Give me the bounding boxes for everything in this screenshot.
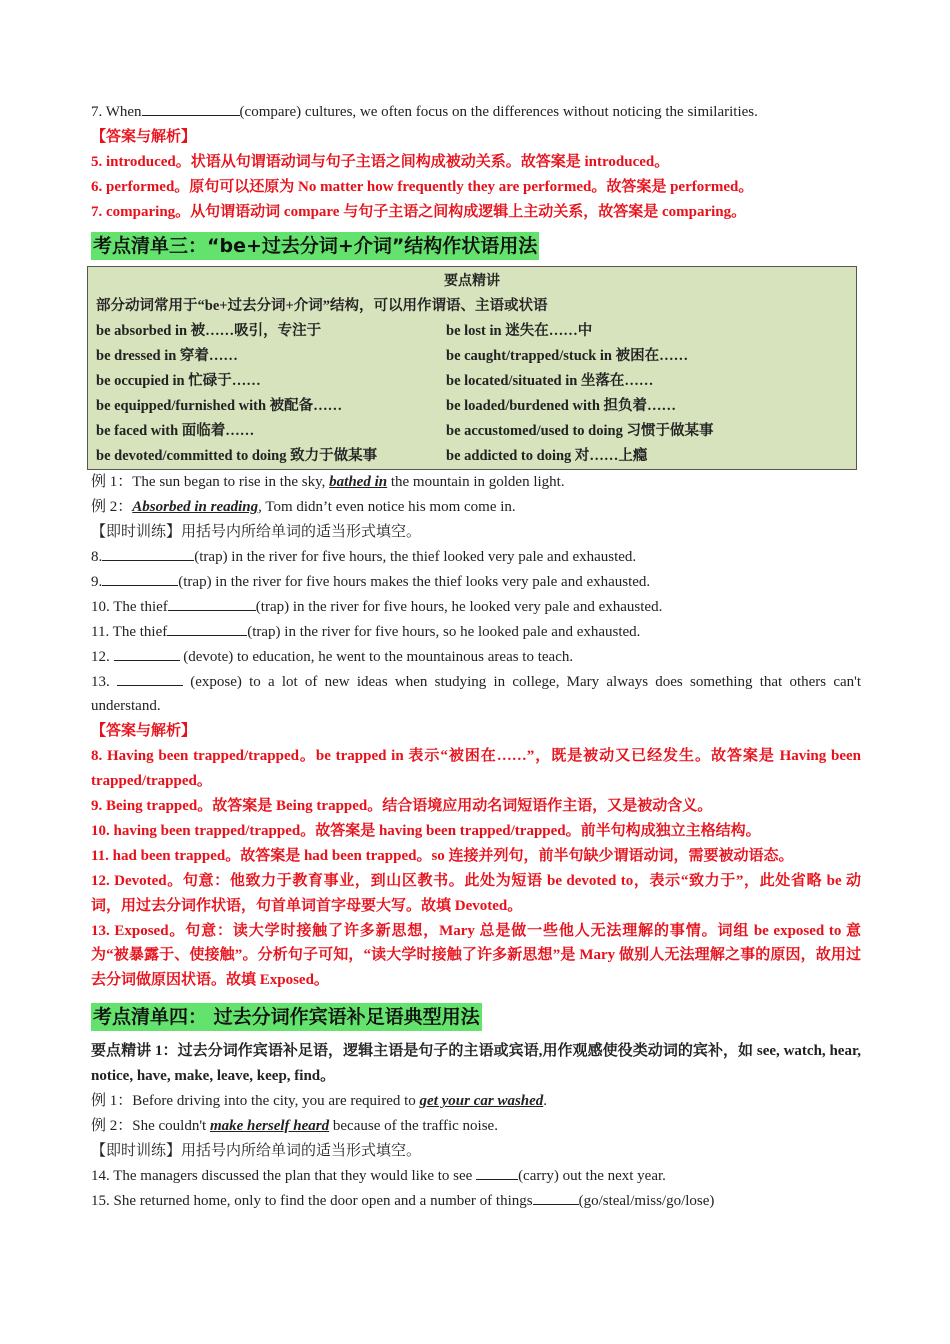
example-2: 例 2：Absorbed in reading, Tom didn’t even notice his mom come in. xyxy=(91,499,516,516)
question-12: 12. (devote) to education, he went to the mountainous areas to teach. xyxy=(91,645,861,670)
document-page xyxy=(91,100,861,1214)
question-15: 15. She returned home, only to find the door open and a number of things (go/steal/miss/go/lose) xyxy=(91,1189,861,1214)
example-3: 例 1：Before driving into the city, you are required to get your car washed. xyxy=(91,1093,548,1110)
answer-blank[interactable] xyxy=(102,570,178,586)
answer-13: 13. Exposed。句意：读大学时接触了许多新思想，Mary 总是做一些他人无法理解的事情。词组 be exposed to 意为“被暴露于、使接触”。分析句子可知，“读大学时接触了许多新思想”是 Mary 做别人无法理解之事的原因，故用过去分词做原因状语。故填 Exposed。 xyxy=(91,922,861,989)
answer-10: 10. having been trapped/trapped。故答案是 having been trapped/trapped。前半句构成独立主格结构。 xyxy=(91,822,761,839)
question-11: 11. The thief (trap) in the river for five hours, so he looked pale and exhausted. xyxy=(91,620,861,645)
example-1: 例 1：The sun began to rise in the sky, bathed in the mountain in golden light. xyxy=(91,474,565,491)
key-point-1: 要点精讲 1：过去分词作宾语补足语，逻辑主语是句子的主语或宾语,用作观感使役类动词的宾补，如 see, watch, hear, notice, have, make, leave, keep, find。 xyxy=(91,1043,861,1085)
practice-instruction: 【即时训练】用括号内所给单词的适当形式填空。 xyxy=(91,524,422,541)
answer-12: 12. Devoted。句意：他致力于教育事业，到山区教书。此处为短语 be devoted to，表示“致力于”，此处省略 be 动词，用过去分词作状语，句首单词首字母要大写。故填 Devoted。 xyxy=(91,872,861,914)
answer-blank[interactable] xyxy=(102,545,194,561)
question-7: 7. When (compare) cultures, we often focus on the differences without noticing the similarities. xyxy=(91,100,861,125)
answer-9: 9. Being trapped。故答案是 Being trapped。结合语境应用动名词短语作主语，又是被动含义。 xyxy=(91,798,713,815)
phrase-row: be faced with 面临着…… be accustomed/used to doing 习惯于做某事 xyxy=(96,423,714,440)
question-9: 9. (trap) in the river for five hours makes the thief looks very pale and exhausted. xyxy=(91,570,861,595)
answer-blank[interactable] xyxy=(167,620,247,636)
question-10: 10. The thief (trap) in the river for five hours, he looked very pale and exhausted. xyxy=(91,595,861,620)
answer-blank[interactable] xyxy=(168,595,256,611)
section-4-heading-row xyxy=(91,999,861,1035)
box-intro: 部分动词常用于“be+过去分词+介词”结构，可以用作谓语、主语或状语 xyxy=(96,298,548,315)
phrase-row: be absorbed in 被……吸引，专注于 be lost in 迷失在……中 xyxy=(96,323,593,340)
answer-6: 6. performed。原句可以还原为 No matter how frequently they are performed。故答案是 performed。 xyxy=(91,178,754,195)
phrase-row: be occupied in 忙碌于…… be located/situated in 坐落在…… xyxy=(96,373,654,390)
phrase-row: be dressed in 穿着…… be caught/trapped/stuck in 被困在…… xyxy=(96,348,689,365)
question-8: 8. (trap) in the river for five hours, the thief looked very pale and exhausted. xyxy=(91,545,861,570)
answer-5: 5. introduced。状语从句谓语动词与句子主语之间构成被动关系。故答案是 introduced。 xyxy=(91,153,670,170)
section-4-title: 考点清单四： 过去分词作宾语补足语典型用法 xyxy=(91,1003,482,1031)
box-title: 要点精讲 xyxy=(444,274,500,290)
answer-tag: 【答案与解析】 xyxy=(91,723,197,740)
question-14: 14. The managers discussed the plan that they would like to see (carry) out the next year. xyxy=(91,1164,861,1189)
example-4: 例 2：She couldn't make herself heard because of the traffic noise. xyxy=(91,1118,498,1134)
answer-blank[interactable] xyxy=(533,1189,579,1205)
section-3-title: 考点清单三：“be+过去分词+介词”结构作状语用法 xyxy=(91,232,539,260)
practice-instruction: 【即时训练】用括号内所给单词的适当形式填空。 xyxy=(91,1142,422,1159)
phrase-row: be devoted/committed to doing 致力于做某事 be addicted to doing 对……上瘾 xyxy=(96,448,648,465)
answer-blank[interactable] xyxy=(117,670,183,686)
phrase-row: be equipped/furnished with 被配备…… be loaded/burdened with 担负着…… xyxy=(96,398,677,415)
answer-blank[interactable] xyxy=(114,645,180,661)
key-points-box xyxy=(87,266,857,470)
answer-7: 7. comparing。从句谓语动词 compare 与句子主语之间构成逻辑上主动关系，故答案是 comparing。 xyxy=(91,203,747,220)
question-13: 13. (expose) to a lot of new ideas when studying in college, Mary always does something that others can't understand. xyxy=(91,670,861,720)
section-3-heading-row xyxy=(91,228,861,264)
answer-8: 8. Having been trapped/trapped。be trapped in 表示“被困在……”，既是被动又已经发生。故答案是 Having been trapped/trapped。 xyxy=(91,748,861,790)
answer-blank[interactable] xyxy=(142,100,240,116)
answer-blank[interactable] xyxy=(476,1164,518,1180)
answer-tag: 【答案与解析】 xyxy=(91,128,197,145)
answer-11: 11. had been trapped。故答案是 had been trapped。so 连接并列句，前半句缺少谓语动词，需要被动语态。 xyxy=(91,847,794,864)
